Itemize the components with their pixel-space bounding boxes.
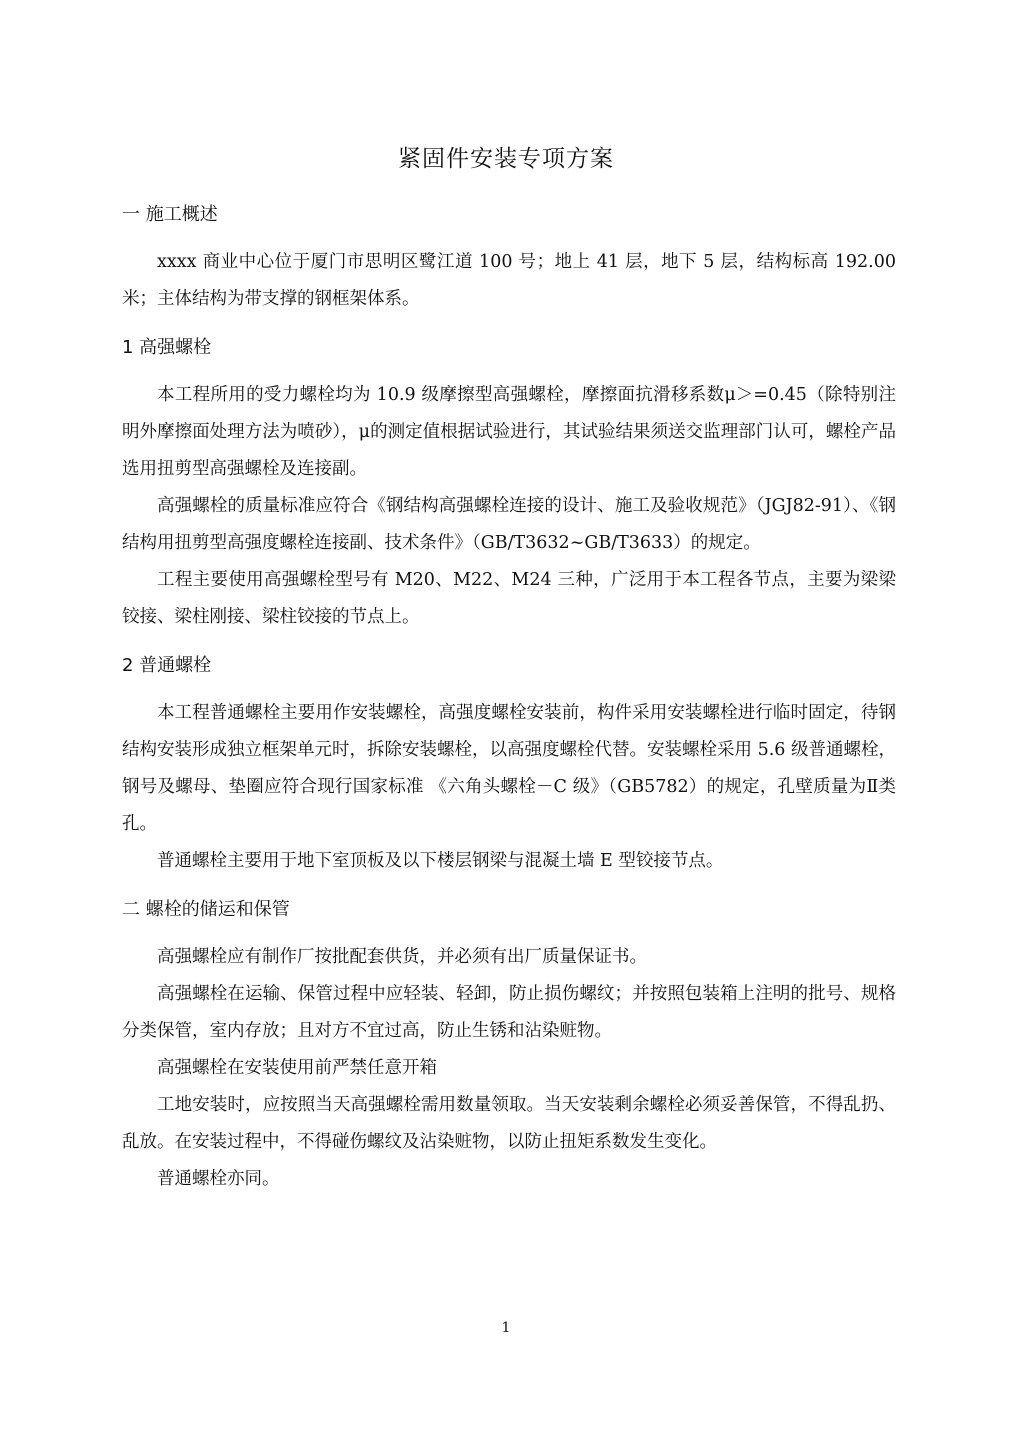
- subsection-heading-high-strength-bolts: 1 高强螺栓: [122, 337, 212, 358]
- paragraph-storage-1: 高强螺栓应有制作厂按批配套供货，并必须有出厂质量保证书。: [157, 947, 647, 967]
- paragraph-storage-4: 工地安装时，应按照当天高强螺栓需用数量领取。当天安装剩余螺栓必须妥善保管，不得乱扔、乱放。在安装过程中，不得碰伤螺纹及沾染赃物，以防止扭矩系数发生变化。: [122, 1095, 896, 1152]
- paragraph-storage-2: 高强螺栓在运输、保管过程中应轻装、轻卸，防止损伤螺纹；并按照包装箱上注明的批号、规格分类保管，室内存放；且对方不宜过高，防止生锈和沾染赃物。: [122, 984, 896, 1041]
- paragraph-overview: xxxx 商业中心位于厦门市思明区鹭江道 100 号；地上 41 层，地下 5 层，结构标高 192.00 米；主体结构为带支撑的钢框架体系。: [122, 252, 896, 309]
- paragraph-high-strength-3: 工程主要使用高强螺栓型号有 M20、M22、M24 三种，广泛用于本工程各节点，主要为梁梁铰接、梁柱刚接、梁柱铰接的节点上。: [122, 570, 896, 627]
- subsection-heading-ordinary-bolts: 2 普通螺栓: [122, 655, 212, 676]
- paragraph-ordinary-2: 普通螺栓主要用于地下室顶板及以下楼层钢梁与混凝土墙 E 型铰接节点。: [157, 851, 724, 871]
- paragraph-high-strength-2: 高强螺栓的质量标准应符合《钢结构高强螺栓连接的设计、施工及验收规范》（JGJ82-91）、《钢结构用扭剪型高强度螺栓连接副、技术条件》（GB/T3632~GB/T3633）的规定。: [122, 496, 896, 553]
- paragraph-storage-3: 高强螺栓在安装使用前严禁任意开箱: [157, 1058, 437, 1078]
- paragraph-ordinary-1: 本工程普通螺栓主要用作安装螺栓，高强度螺栓安装前，构件采用安装螺栓进行临时固定，待钢结构安装形成独立框架单元时，拆除安装螺栓，以高强度螺栓代替。安装螺栓采用 5.6 级普通螺栓，钢号及螺母、垫圈应符合现行国家标准 《六角头螺栓－C 级》（GB5782）的规定，孔壁质量为Ⅱ类孔。: [122, 703, 896, 834]
- paragraph-storage-5: 普通螺栓亦同。: [157, 1169, 280, 1189]
- document-body: [122, 198, 896, 1198]
- section-heading-overview: 一 施工概述: [122, 204, 218, 225]
- page-number: 1: [501, 1320, 511, 1336]
- paragraph-high-strength-1: 本工程所用的受力螺栓均为 10.9 级摩擦型高强螺栓，摩擦面抗滑移系数μ＞=0.45（除特别注明外摩擦面处理方法为喷砂），μ的测定值根据试验进行，其试验结果须送交监理部门认可，螺栓产品选用扭剪型高强螺栓及连接副。: [122, 385, 896, 479]
- section-heading-storage: 二 螺栓的储运和保管: [122, 899, 290, 920]
- document-title: 紧固件安装专项方案: [398, 146, 614, 172]
